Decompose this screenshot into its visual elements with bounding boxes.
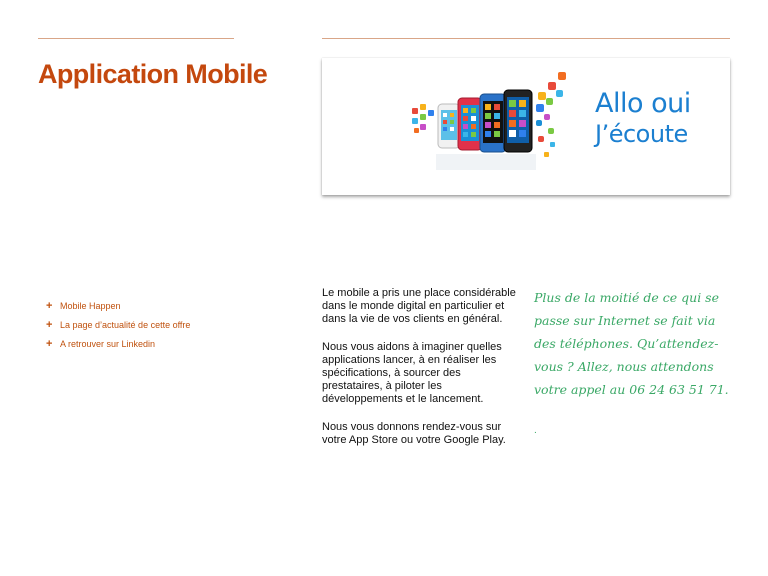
link-offer-news[interactable]: La page d’actualité de cette offre bbox=[60, 319, 191, 330]
phone-red bbox=[458, 98, 482, 150]
reflection bbox=[436, 154, 536, 170]
right-divider bbox=[322, 38, 730, 39]
app-icons-left bbox=[412, 104, 434, 133]
link-item bbox=[46, 296, 190, 315]
link-item bbox=[46, 315, 190, 334]
paragraph: Nous vous donnons rendez-vous sur votre App Store ou votre Google Play. bbox=[322, 421, 506, 446]
link-item bbox=[46, 334, 190, 353]
phone-white bbox=[438, 104, 460, 148]
banner-image bbox=[322, 58, 730, 195]
paragraph: Nous vous aidons à imaginer quelles applications lancer, à en réaliser les spécifications, à sourcer des prestataires, à piloter les développements et le lancement. bbox=[322, 341, 502, 405]
page-title: Application Mobile bbox=[38, 59, 268, 89]
related-links bbox=[46, 296, 190, 353]
plus-icon: + bbox=[46, 299, 53, 312]
banner-line-2: J’écoute bbox=[595, 120, 688, 148]
paragraph: Le mobile a pris une place considérable dans le monde digital en particulier et dans la vie de vos clients en général. bbox=[322, 287, 516, 325]
banner-line-1: Allo oui bbox=[595, 88, 691, 119]
smartphones-illustration bbox=[408, 64, 578, 192]
link-mobile-happen[interactable]: Mobile Happen bbox=[60, 300, 121, 311]
body-text bbox=[322, 287, 518, 462]
phone-blue bbox=[480, 94, 506, 152]
plus-icon: + bbox=[46, 318, 53, 331]
link-linkedin[interactable]: A retrouver sur Linkedin bbox=[60, 338, 156, 349]
callout-quote: Plus de la moitié de ce qui se passe sur Internet se fait via des téléphones. Qu’attendez-vous ? Allez, nous attendons votre appel au 06 24 63 51 71. bbox=[534, 290, 729, 397]
banner-caption bbox=[595, 89, 691, 149]
phone-black bbox=[504, 90, 532, 152]
app-icons-right bbox=[536, 72, 566, 157]
callout-trailing-dot: . bbox=[534, 425, 537, 436]
plus-icon: + bbox=[46, 337, 53, 350]
left-divider bbox=[38, 38, 234, 39]
